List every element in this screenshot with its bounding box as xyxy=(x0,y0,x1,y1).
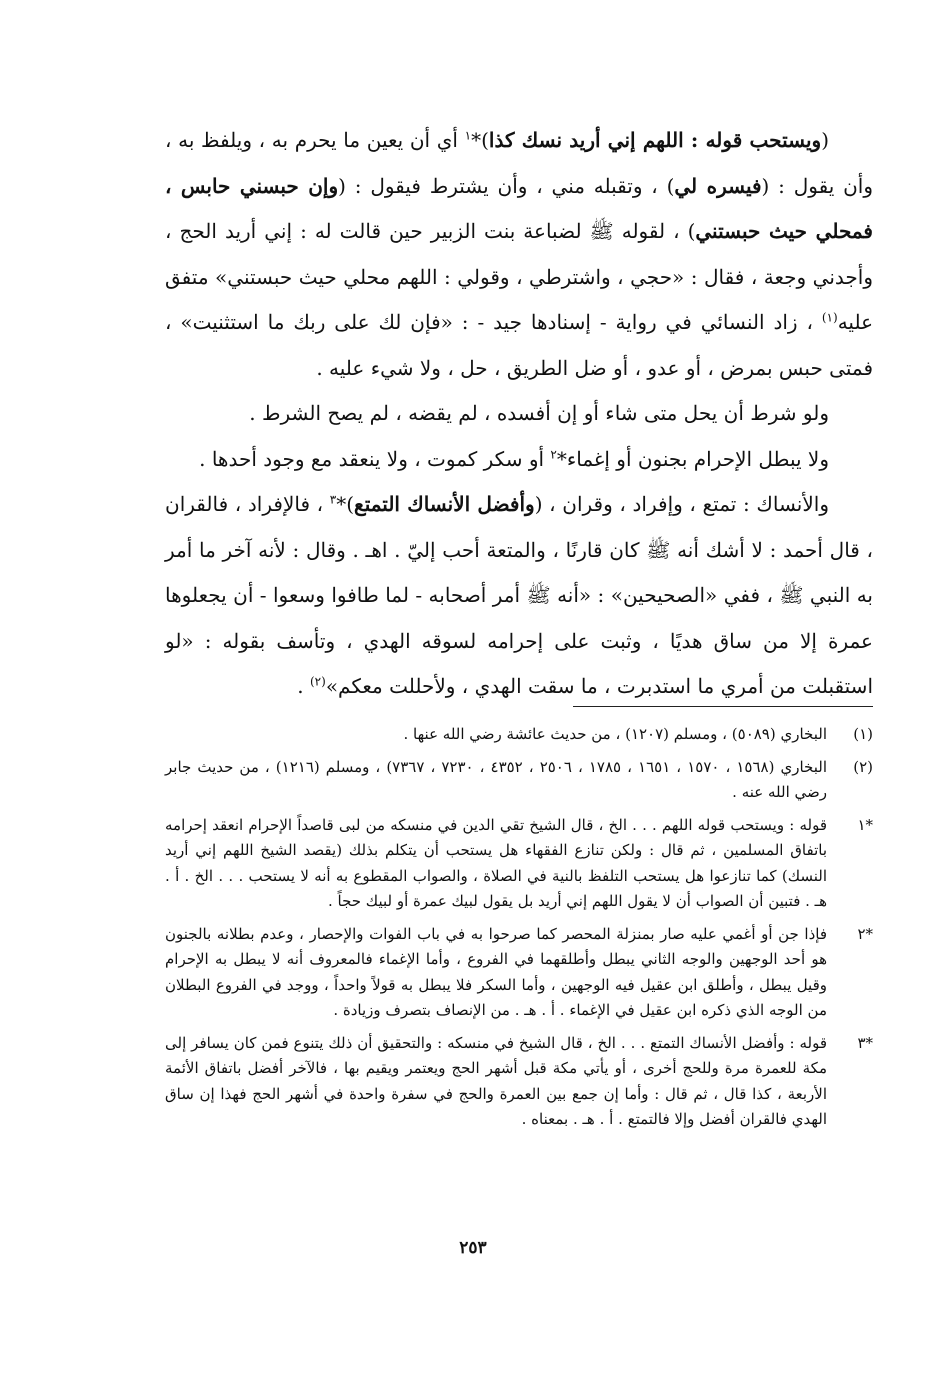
footnote-star-1 xyxy=(165,813,873,915)
footnote-ref-star-2: ٢ xyxy=(550,446,557,461)
footnote-text: فإذا جن أو أغمي عليه صار بمنزلة المحصر كما صرحوا به في باب الفوات والإحصار ، وعدم بطلانه بالجنون هو أحد الوجهين والوجه الثاني يبطل وأطلقهما في الفروع ، وأما الإغماء فالمعروف أنه لا يبطل به الإحرام وقيل يبطل ، وأطلق ابن عقيل فيه الوجهين ، وأما السكر فلا يبطل به قولاً واحداً ، ووجد في الفروع البطلان من الوجه الذي ذكره ابن عقيل في الإغماء . أ . هـ . من الإنصاف بتصرف وزيادة . xyxy=(165,924,827,1019)
paren-open: ( xyxy=(821,128,830,152)
footnotes xyxy=(165,722,873,1140)
footnote-star-2 xyxy=(165,922,873,1024)
paragraph-1 xyxy=(165,118,873,391)
p4-text-3: ، فالإفراد ، فالقران ، قال أحمد : لا أشك أنه ﷺ كان قارنًا ، والمتعة أحب إليّ . اهـ . وقال : لأنه آخر ما أمر به النبي ﷺ ، ففي «الصحيحين» : «أنه ﷺ أمر أصحابه - لما طافوا وسعوا - أن يجعلوها عمرة إلا من ساق هديًا ، وثبت على إحرامه لسوقه الهدي ، وتأسف بقوله : «لو استقبلت من أمري ما استدبرت ، ما سقت الهدي ، ولأحللت معكم» xyxy=(165,492,873,698)
footnote-number: *١ xyxy=(857,815,873,834)
marker-1: )* xyxy=(471,128,489,152)
footnote-ref-star-3: ٣ xyxy=(329,492,337,507)
p3-text-2: أو سكر كموت ، ولا ينعقد مع وجود أحدها . xyxy=(199,446,551,471)
paragraph-2: ولو شرط أن يحل متى شاء أو إن أفسده ، لم يقضه ، لم يصح الشرط . xyxy=(249,401,829,425)
p4-text-2: )* xyxy=(336,492,355,516)
footnote-star-3 xyxy=(165,1031,873,1133)
footnote-text: البخاري (١٥٦٨ ، ١٥٧٠ ، ١٦٥١ ، ١٧٨٥ ، ٢٥٠٦ ، ٤٣٥٢ ، ٧٢٣٠ ، ٧٣٦٧) ، ومسلم (١٢١٦) ، من حديث جابر رضي الله عنه . xyxy=(165,757,828,801)
footnote-text: قوله : وأفضل الأنساك التمتع . . . الخ ، قال الشيخ في منسكه : والتحقيق أن ذلك يتنوع فمن كان يسافر إلى مكة للعمرة مرة وللحج أخرى ، أو يأتي مكة قبل أشهر الحج ويعتمر ويقيم بها ، فالآخر أفضل باتفاق الأئمة الأربعة ، كذا قال ، ثم قال : وأما إن جمع بين العمرة والحج في سفرة واحدة في أشهر الحج فهذا إن ساق الهدي فالقران أفضل وإلا فالتمتع . أ . هـ . بمعناه . xyxy=(165,1033,827,1128)
text-2: ) ، وتقبله مني ، وأن يشترط فيقول : ( xyxy=(338,173,675,198)
highlight-text-2: فيسره لي xyxy=(674,173,762,198)
footnote-number: (٢) xyxy=(853,757,873,776)
p4-text-1: والأنساك : تمتع ، وإفراد ، وقران ، ( xyxy=(534,492,829,516)
text-1: أي أن يعين ما يحرم به ، ويلفظ به ، وأن يقول : ( xyxy=(165,128,874,198)
footnote-1 xyxy=(165,722,873,748)
paragraph-3 xyxy=(165,437,873,483)
main-text xyxy=(165,118,873,710)
p3-text-1: ولا يبطل الإحرام بجنون أو إغماء* xyxy=(556,446,829,471)
footnote-ref-2: (٢) xyxy=(309,674,326,689)
footnote-ref-star-1: ١ xyxy=(464,128,472,143)
p4-text-4: . xyxy=(297,674,310,698)
highlight-text-3: وإن حبسني حابس ، فمحلي حيث حبستني xyxy=(165,173,873,243)
text-4: ، زاد النسائي في رواية - إسنادها جيد - : «فإن لك على ربك ما استثنيت» ، فمتى حبس بمرض ، أو عدو ، أو ضل الطريق ، حل ، ولا شيء عليه . xyxy=(165,310,873,380)
paragraph-4 xyxy=(165,482,873,710)
footnote-text: البخاري (٥٠٨٩) ، ومسلم (١٢٠٧) ، من حديث عائشة رضي الله عنها . xyxy=(403,725,827,743)
footnote-number: (١) xyxy=(853,725,873,743)
p4-highlight-1: وأفضل الأنساك التمتع xyxy=(354,492,535,516)
footnote-number: *٣ xyxy=(857,1033,873,1052)
footnote-number: *٢ xyxy=(857,924,873,943)
highlight-text-1: ويستحب قوله : اللهم إني أريد نسك كذا xyxy=(488,128,822,152)
footnote-divider xyxy=(573,706,873,707)
page-number: ٢٥٣ xyxy=(459,1238,487,1258)
text-3: ) ، لقوله ﷺ لضباعة بنت الزبير حين قالت له : إني أريد الحج ، وأجدني وجعة ، فقال : «حجي ، واشترطي ، وقولي : اللهم محلي حيث حبستني» متفق عليه xyxy=(165,219,873,334)
footnote-text: قوله : ويستحب قوله اللهم . . . الخ ، قال الشيخ تقي الدين في منسكه من لبى قاصداً الإحرام انعقد إحرامه باتفاق المسلمين ، ثم قال : ولكن تنازع الفقهاء هل يستحب أن يتكلم بذلك (يقصد الشيخ اللهم إني أريد النسك) كما تنازعوا هل يستحب التلفظ بالنية في الصلاة ، والصواب المقطوع به أنه لا يستحب . . . الخ . أ . هـ . فتبين أن الصواب أن لا يقول اللهم إني أريد بل يقول لبيك عمرة أو لبيك حجاً . xyxy=(165,815,827,910)
footnote-2 xyxy=(165,755,873,806)
footnote-ref-1: (١) xyxy=(821,310,838,325)
